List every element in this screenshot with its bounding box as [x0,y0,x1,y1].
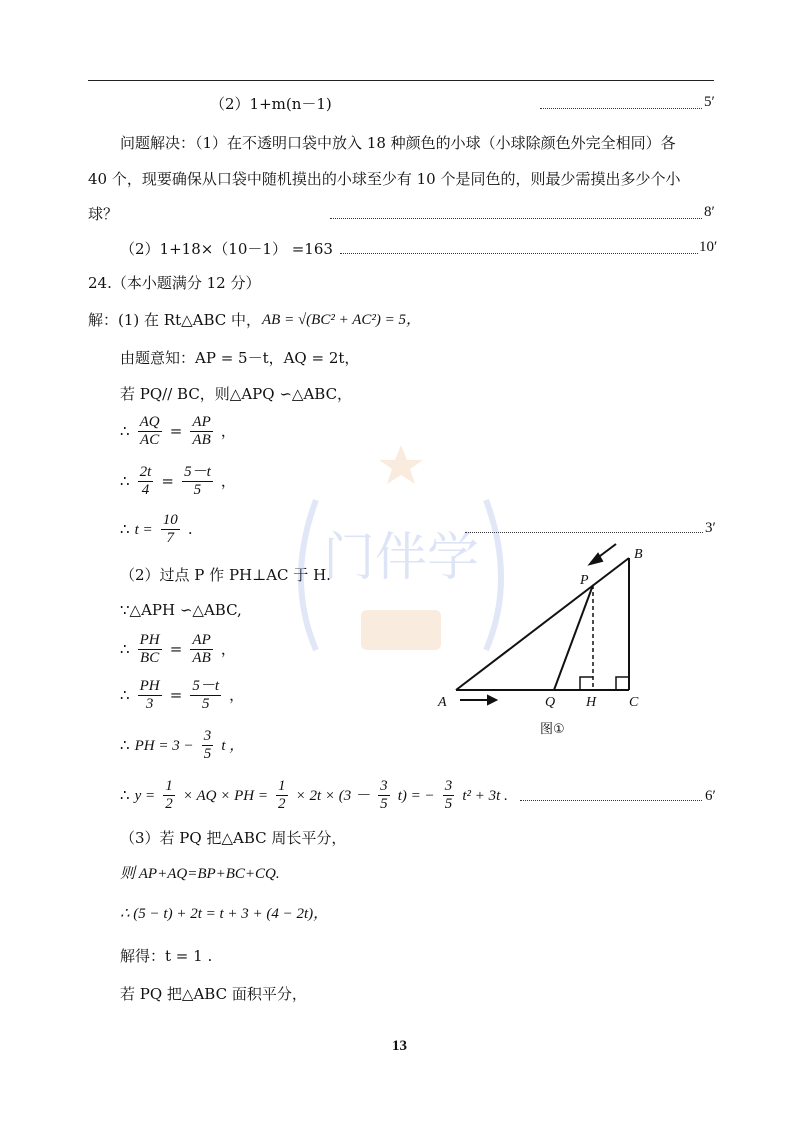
solution-line: （2）过点 P 作 PH⊥AC 于 H. [120,566,331,584]
header-rule [88,80,714,81]
solution-line: 解：(1) 在 Rt△ABC 中， [88,311,262,329]
fraction-equation: ∴ $\frac{PH}{3}$ = $\frac{5-t}{5}$ ， [120,678,245,712]
score-mark: 3′ [705,520,716,536]
dot-leader [520,800,702,801]
fraction-equation: ∴ $\frac{AQ}{AC}$ = $\frac{AP}{AB}$ ， [120,414,236,448]
solution-line: ∴ (5 − t) + 2t = t + 3 + (4 − 2t)， [120,906,329,922]
question-heading: 24.（本小题满分 12 分） [88,274,261,292]
label-a: A [438,695,447,710]
score-mark: 8′ [704,204,715,220]
fraction-equation: ∴ PH = 3 − $\frac{3}{5}$ t ， [120,728,245,762]
fraction-equation: ∴ t = $\frac{10}{7}$ . [120,512,193,546]
figure-caption: 图① [540,722,565,737]
fraction-equation: ∴ $\frac{PH}{BC}$ = $\frac{AP}{AB}$ ， [120,632,236,666]
solution-line: 由题意知：AP = 5－t，AQ = 2t， [120,349,360,367]
fraction: $\frac{AQ}{AC}$ [139,414,160,448]
dot-leader [330,218,702,219]
label-h: H [586,695,597,710]
label-c: C [629,695,639,710]
solution-line: ∵△APH ∽△ABC, [120,601,242,619]
score-mark: 6′ [705,788,716,804]
solution-line: 解得：t = 1 . [120,947,213,965]
answer-line: （2）1+18×（10－1） =163 [120,240,333,258]
triangle-figure [430,540,660,740]
solution-line: 若 PQ 把△ABC 面积平分， [120,985,307,1003]
solution-line: 则 AP+AQ=BP+BC+CQ. [120,866,280,882]
right-angle-h [580,677,593,690]
problem-text: 问题解决：（1）在不透明口袋中放入 18 种颜色的小球（小球除颜色外完全相同）各 [120,134,676,152]
solution-line: （3）若 PQ 把△ABC 周长平分， [120,829,347,847]
right-angle-c [616,677,629,690]
fraction-equation: ∴ $\frac{2t}{4}$ = $\frac{5-t}{5}$ ， [120,464,236,498]
score-mark: 10′ [699,239,718,255]
formula: AB = √(BC² + AC²) = 5， [262,312,421,328]
label-q: Q [545,695,556,710]
building-icon [361,610,441,650]
watermark-text: 门伴学 [322,528,480,588]
answer-line-1: （2）1+m(n－1) [210,95,332,113]
side-ab [456,558,629,690]
label-p: P [580,573,589,588]
solution-line: 若 PQ// BC，则△APQ ∽△ABC， [120,385,353,403]
star-icon [379,445,423,484]
label-b: B [634,547,643,562]
area-equation: ∴ y = $\frac{1}{2}$ × AQ × PH = $\frac{1}{2}$ × 2t × (3 － $\frac{3}{5}$ t) = − $\frac{3}{5}$ t² + 3t . [120,778,508,812]
problem-text: 40 个，现要确保从口袋中随机摸出的小球至少有 10 个是同色的，则最少需摸出多少个小 [88,170,681,188]
problem-text: 球？ [88,205,119,223]
page-number: 13 [392,1038,407,1054]
score-mark: 5′ [704,94,715,110]
fraction: $\frac{AP}{AB}$ [192,414,211,448]
dot-leader [540,108,702,109]
dot-leader [340,253,698,254]
